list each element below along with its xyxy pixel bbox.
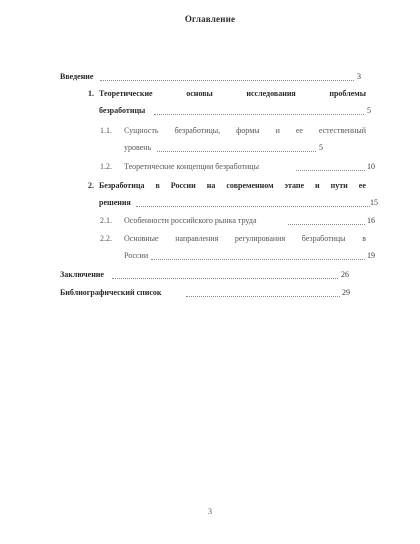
toc-bibliography-label: Библиографический список [60, 288, 162, 297]
page-title: Оглавление [184, 14, 236, 24]
toc-ch2-number: 2. [88, 181, 94, 190]
toc-ch1-word: основы [186, 89, 213, 98]
toc-s11-word: естественный [318, 126, 366, 135]
toc-s22-number: 2.2. [100, 234, 112, 243]
toc-ch2-word: Безработица [99, 181, 145, 190]
toc-ch2-word: и [315, 181, 320, 190]
toc-s22-word: регулирования [234, 234, 286, 243]
toc-s11-page: 5 [319, 143, 323, 152]
toc-s22-title-line2: России [124, 251, 149, 260]
toc-s11-number: 1.1. [100, 126, 112, 135]
toc-ch2-word: на [206, 181, 216, 190]
toc-s11-word: Сущность [124, 126, 159, 135]
toc-intro-leader [100, 79, 354, 81]
toc-ch1-number: 1. [88, 89, 94, 98]
toc-s12-page: 10 [367, 162, 375, 171]
toc-s21-label: Особенности российского рынка труда [124, 216, 257, 225]
toc-s21-leader [288, 223, 365, 225]
toc-s11-word: формы [236, 126, 260, 135]
toc-ch2-word: этапе [284, 181, 305, 190]
toc-conclusion-leader [112, 277, 338, 279]
toc-ch2-word: пути [330, 181, 348, 190]
toc-ch2-word: России [170, 181, 196, 190]
toc-s21-number: 2.1. [100, 216, 112, 225]
toc-s22-leader [151, 258, 365, 260]
toc-s22-word: в [362, 234, 366, 243]
page-number: 3 [208, 507, 212, 516]
toc-conclusion-page: 26 [341, 270, 349, 279]
toc-ch2-page: 15 [370, 198, 378, 207]
toc-intro-page: 3 [357, 72, 361, 81]
toc-s12-leader [296, 169, 365, 171]
toc-s22-word: Основные [124, 234, 159, 243]
toc-s22-word: безработицы [301, 234, 346, 243]
toc-ch1-word: Теоретические [99, 89, 153, 98]
toc-ch2-title-line1 [99, 181, 366, 191]
toc-s11-title-line1 [124, 126, 366, 136]
toc-ch2-word: ее [358, 181, 366, 190]
toc-ch1-word: исследования [246, 89, 296, 98]
toc-ch1-leader [154, 113, 364, 115]
toc-intro-label: Введение [60, 72, 94, 81]
toc-s11-word: ее [295, 126, 303, 135]
toc-s11-word: безработицы, [174, 126, 221, 135]
toc-ch1-title-line1 [99, 89, 366, 99]
toc-s21-page: 16 [367, 216, 375, 225]
toc-ch2-word: в [155, 181, 160, 190]
toc-conclusion-label: Заключение [60, 270, 104, 279]
toc-s22-title-line1 [124, 234, 366, 244]
toc-s11-word: и [275, 126, 280, 135]
toc-s11-title-line2: уровень [124, 143, 152, 152]
toc-ch1-word: проблемы [329, 89, 366, 98]
toc-ch2-leader [136, 205, 370, 207]
toc-ch1-page: 5 [367, 106, 371, 115]
toc-ch2-title-line2: решения [99, 198, 131, 207]
toc-s22-page: 19 [367, 251, 375, 260]
toc-ch1-title-line2: безработицы [99, 106, 146, 115]
toc-s11-leader [157, 150, 316, 152]
toc-s12-label: Теоретические концепции безработицы [124, 162, 259, 171]
toc-s12-number: 1.2. [100, 162, 112, 171]
toc-s22-word: направления [175, 234, 219, 243]
toc-bibliography-page: 29 [342, 288, 350, 297]
toc-bibliography-leader [186, 295, 340, 297]
toc-ch2-word: современном [226, 181, 274, 190]
